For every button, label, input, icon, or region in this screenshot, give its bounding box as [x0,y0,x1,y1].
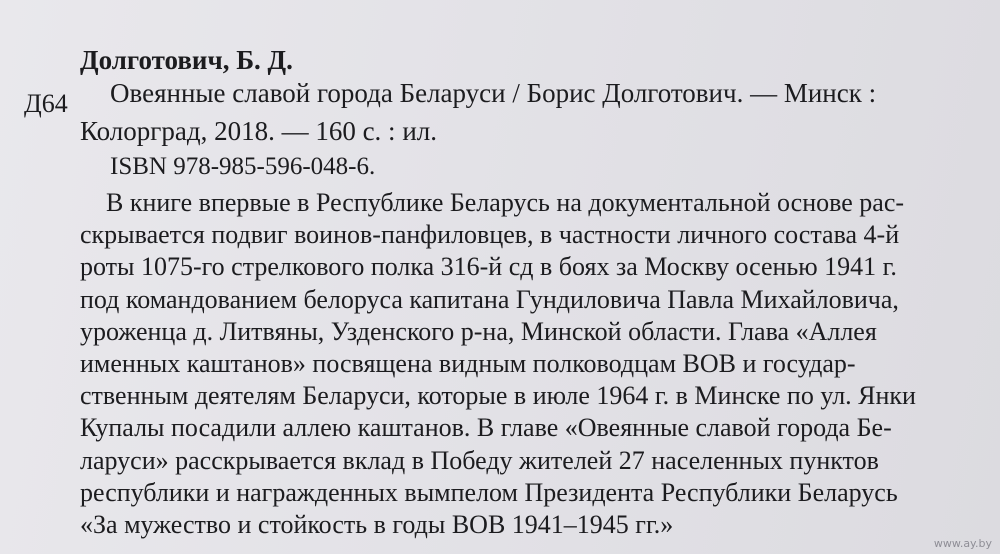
isbn: ISBN 978-985-596-048-6. [110,153,376,180]
title-line-1: Овеянные славой города Беларуси / Борис Долготович. — Минск : [110,78,877,108]
annotation-line: ларуси» расскрывается вклад в Победу жителей 27 населенных пунктов [80,445,879,475]
annotation-line: роты 1075-го стрелкового полка 316-й сд в боях за Москву осенью 1941 г. [80,252,897,282]
annotation-line: «За мужество и стойкость в годы ВОВ 1941–1945 гг.» [80,510,674,539]
annotation-line: ственным деятелям Беларуси, которые в июле 1964 г. в Минске по ул. Янки [80,381,916,411]
annotation-line: скрывается подвиг воинов-панфиловцев, в частности личного состава 4-й [80,220,900,250]
annotation-line: В книге впервые в Республике Беларусь на документальной основе рас- [106,188,905,217]
annotation-line: именных каштанов» посвящена видным полководцам ВОВ и государ- [80,349,856,378]
classification-code: Д64 [24,89,68,118]
annotation-line: республики и награжденных вымпелом Президента Республики Беларусь [80,477,898,507]
annotation-line: Купалы посадили аллею каштанов. В главе «Овеянные славой города Бе- [80,413,892,443]
author-name: Долготович, Б. Д. [80,45,293,75]
watermark: www.ay.by [933,537,992,550]
title-line-2: Колорград, 2018. — 160 с. : ил. [80,116,437,146]
annotation-line: под командованием белоруса капитана Гундиловича Павла Михайловича, [80,284,899,314]
annotation-line: уроженца д. Литвяны, Узденского р-на, Минской области. Глава «Аллея [80,316,877,346]
